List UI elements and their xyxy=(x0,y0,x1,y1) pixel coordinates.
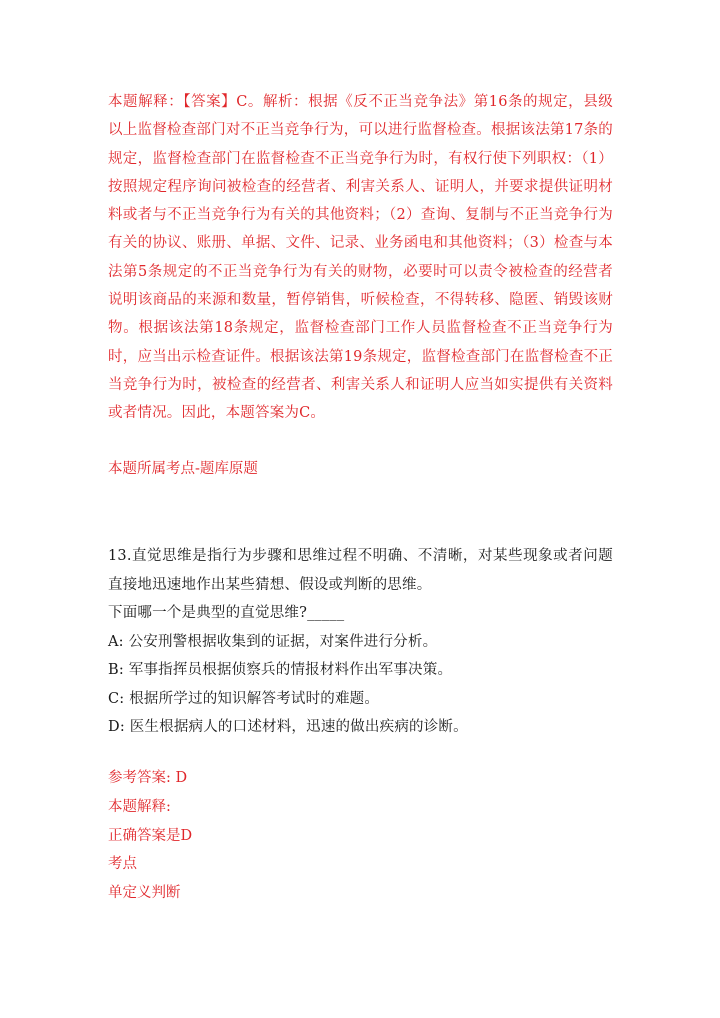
correct-answer: 正确答案是D xyxy=(108,828,193,844)
question-stem: 13.直觉思维是指行为步骤和思维过程不明确、不清晰，对某些现象或者问题直接地迅速地作出某些猜想、假设或判断的思维。 xyxy=(108,548,613,593)
reference-answer: 参考答案: D xyxy=(108,770,188,786)
option-a: A: 公安刑警根据收集到的证据，对案件进行分析。 xyxy=(108,633,438,650)
kaodian-value: 单定义判断 xyxy=(108,885,181,901)
option-c: C: 根据所学过的知识解答考试时的难题。 xyxy=(108,690,380,707)
option-b: B: 军事指挥员根据侦察兵的情报材料作出军事决策。 xyxy=(108,662,453,678)
explain-label: 本题解释: xyxy=(108,799,171,815)
option-d: D: 医生根据病人的口述材料，迅速的做出疾病的诊断。 xyxy=(108,719,468,735)
question-block xyxy=(108,542,613,742)
explanation-paragraph: 本题解释：【答案】C。解析：根据《反不正当竞争法》第16条的规定，县级以上监督检查部门对不正当竞争行为，可以进行监督检查。根据该法第17条的规定，监督检查部门在监督检查不正当竞争行为时，有权行使下列职权：（1）按照规定程序询问被检查的经营者、利害关系人、证明人，并要求提供证明材料或者与不正当竞争行为有关的其他资料；（2）查询、复制与不正当竞争行为有关的协议、账册、单据、文件、记录、业务函电和其他资料；（3）检查与本法第5条规定的不正当竞争行为有关的财物，必要时可以责令被检查的经营者说明该商品的来源和数量，暂停销售，听候检查，不得转移、隐匿、销毁该财物。根据该法第18条规定，监督检查部门工作人员监督检查不正当竞争行为时，应当出示检查证件。根据该法第19条规定，监督检查部门在监督检查不正当竞争行为时，被检查的经营者、利害关系人和证明人应当如实提供有关资料或者情况。因此，本题答案为C。 xyxy=(108,94,613,422)
source-note: 本题所属考点-题库原题 xyxy=(108,461,258,477)
kaodian-label: 考点 xyxy=(108,856,137,872)
question-prompt: 下面哪一个是典型的直觉思维?_____ xyxy=(108,605,345,621)
